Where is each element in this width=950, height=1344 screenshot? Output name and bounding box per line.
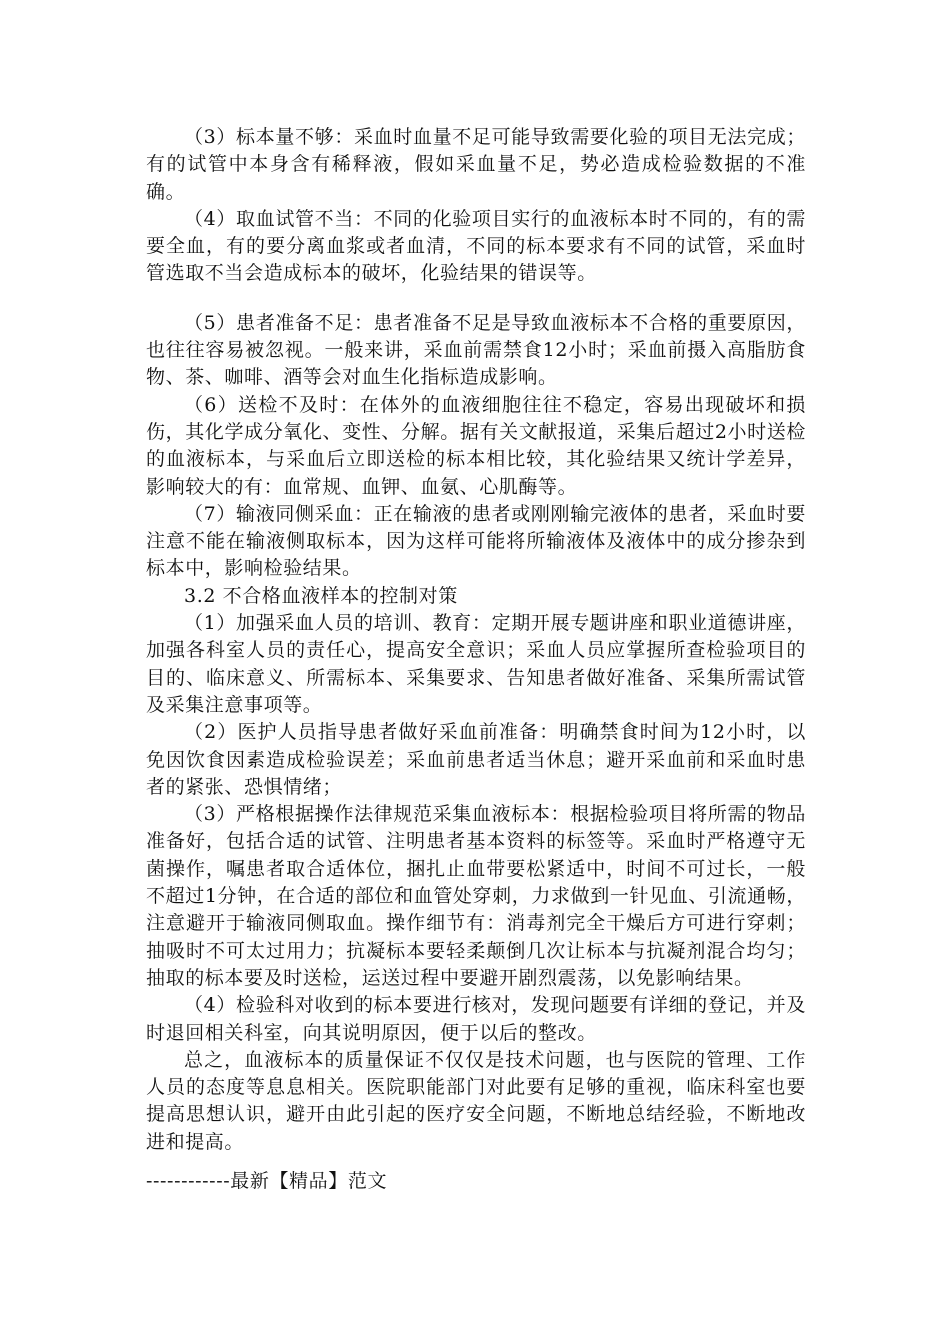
footer-text: ------------最新【精品】范文 (146, 1170, 388, 1192)
paragraph-delayed-delivery: （6）送检不及时：在体外的血液细胞往往不稳定，容易出现破坏和损伤，其化学成分氧化、变性、分解。据有关文献报道，采集后超过2小时送检的血液标本，与采血后立即送检的标本相比较，其化验结果又统计学差异，影响较大的有：血常规、血钾、血氨、心肌酶等。 (146, 393, 806, 498)
measure-lab-verification: （4）检验科对收到的标本要进行核对，发现问题要有详细的登记，并及时退回相关科室，向其说明原因，便于以后的整改。 (146, 994, 806, 1044)
paragraph-tube-selection: （4）取血试管不当：不同的化验项目实行的血液标本时不同的，有的需要全血，有的要分离血浆或者血清，不同的标本要求有不同的试管，采血时管选取不当会造成标本的破坏，化验结果的错误等。 (146, 207, 806, 285)
section-heading: 3.2 不合格血液样本的控制对策 (184, 584, 458, 607)
measure-patient-guidance: （2）医护人员指导患者做好采血前准备：明确禁食时间为12小时，以免因饮食因素造成检验误差；采血前患者适当休息；避开采血前和采血时患者的紧张、恐惧情绪； (146, 721, 806, 798)
measure-standard-collection: （3）严格根据操作法律规范采集血液标本：根据检验项目将所需的物品准备好，包括合适的试管、注明患者基本资料的标签等。采血时严格遵守无菌操作，嘱患者取合适体位，捆扎止血带要松紧适中，时间不可过长，一般不超过1分钟，在合适的部位和血管处穿刺，力求做到一针见血、引流通畅，注意避开于输液同侧取血。操作细节有：消毒剂完全干燥后方可进行穿刺；抽吸时不可太过用力；抗凝标本要轻柔颠倒几次让标本与抗凝剂混合均匀；抽取的标本要及时送检，运送过程中要避开剧烈震荡，以免影响结果。 (146, 803, 806, 989)
paragraph-infusion-side: （7）输液同侧采血：正在输液的患者或刚刚输完液体的患者，采血时要注意不能在输液侧取标本，因为这样可能将所输液体及液体中的成分掺杂到标本中，影响检验结果。 (146, 502, 806, 580)
paragraph-patient-preparation: （5）患者准备不足：患者准备不足是导致血液标本不合格的重要原因，也往往容易被忽视。一般来讲，采血前需禁食12小时；采血前摄入高脂肪食物、茶、咖啡、酒等会对血生化指标造成影响。 (146, 311, 806, 389)
conclusion-paragraph: 总之，血液标本的质量保证不仅仅是技术问题，也与医院的管理、工作人员的态度等息息相关。医院职能部门对此要有足够的重视，临床科室也要提高思想认识，避开由此引起的医疗安全问题，不断地总结经验，不断地改进和提高。 (146, 1048, 806, 1153)
document-body (146, 124, 806, 1156)
measure-training: （1）加强采血人员的培训、教育：定期开展专题讲座和职业道德讲座，加强各科室人员的责任心，提高安全意识；采血人员应掌握所查检验项目的目的、临床意义、所需标本、采集要求、告知患者做好准备、采集所需试管及采集注意事项等。 (146, 612, 806, 716)
paragraph-sample-volume: （3）标本量不够：采血时血量不足可能导致需要化验的项目无法完成；有的试管中本身含有稀释液，假如采血量不足，势必造成检验数据的不准确。 (146, 126, 806, 203)
